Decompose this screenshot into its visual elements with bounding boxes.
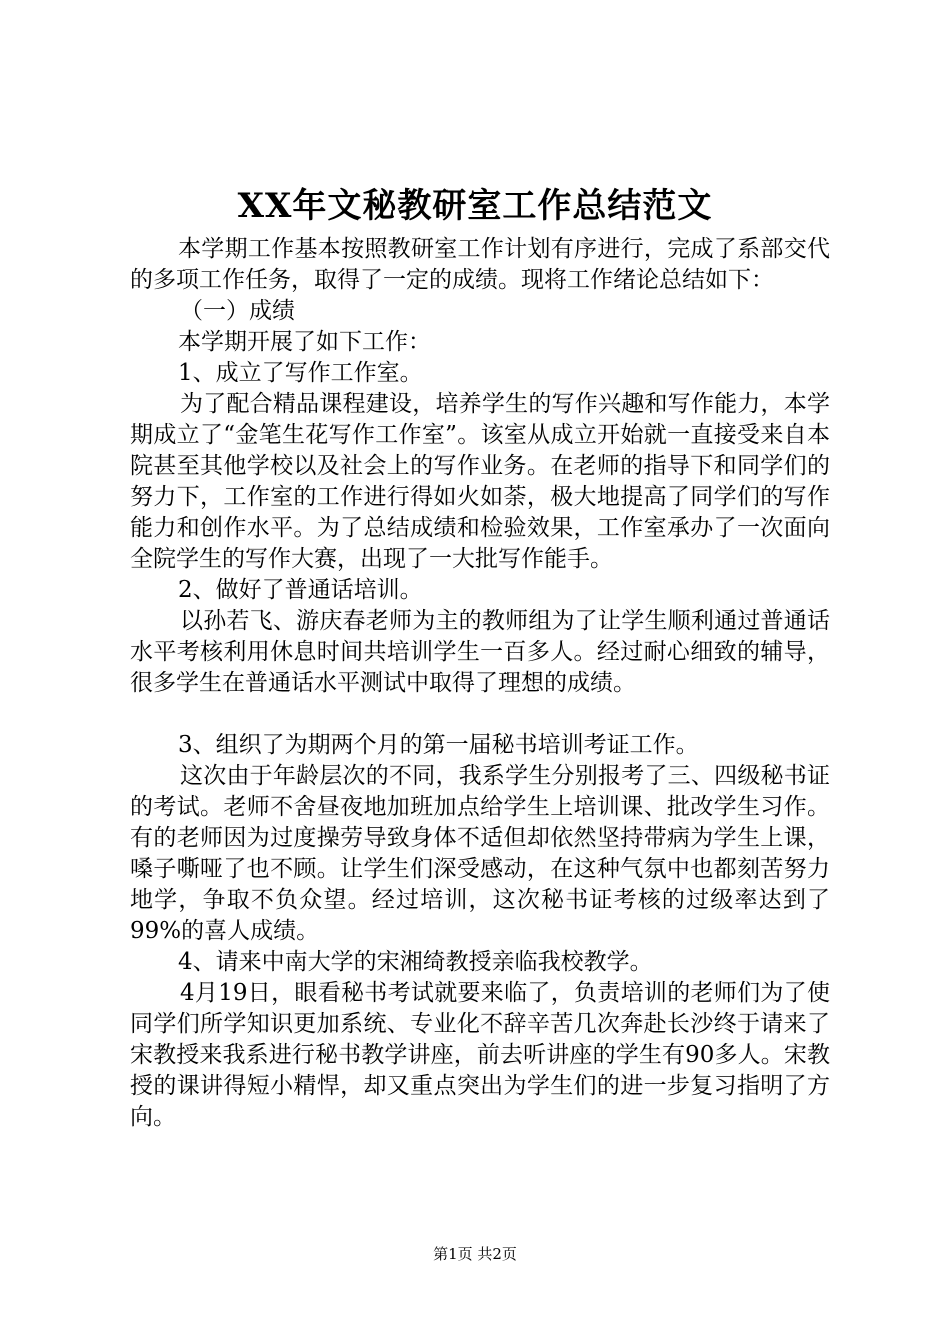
item-body-2: 以孙若飞、游庆春老师为主的教师组为了让学生顺利通过普通话水平考核利用休息时间共培训学生一百多人。经过耐心细致的辅导，很多学生在普通话水平测试中取得了理想的成绩。: [130, 608, 830, 696]
intro-paragraph: 本学期工作基本按照教研室工作计划有序进行，完成了系部交代的多项工作任务，取得了一定的成绩。现将工作绪论总结如下：: [130, 236, 830, 293]
paragraph-gap: [130, 699, 830, 730]
item-heading-2: 2、做好了普通话培训。: [178, 577, 423, 603]
section-heading-achievements: （一）成绩: [180, 298, 295, 324]
item-body-3: 这次由于年龄层次的不同，我系学生分别报考了三、四级秘书证的考试。老师不舍昼夜地加班加点给学生上培训课、批改学生习作。有的老师因为过度操劳导致身体不适但却依然坚持带病为学生上课，嗓子嘶哑了也不顾。让学生们深受感动，在这种气氛中也都刻苦努力地学，争取不负众望。经过培训，这次秘书证考核的过级率达到了99%的喜人成绩。: [130, 763, 830, 944]
document-title: XX年文秘教研室工作总结范文: [237, 186, 713, 226]
item-body-1: 为了配合精品课程建设，培养学生的写作兴趣和写作能力，本学期成立了“金笔生花写作工作室”。该室从成立开始就一直接受来自本院甚至其他学校以及社会上的写作业务。在老师的指导下和同学们的努力下，工作室的工作进行得如火如荼，极大地提高了同学们的写作能力和创作水平。为了总结成绩和检验效果，工作室承办了一次面向全院学生的写作大赛，出现了一大批写作能手。: [130, 391, 830, 572]
work-list-intro: 本学期开展了如下工作：: [178, 329, 431, 355]
page-number-footer: 第1页 共2页: [433, 1245, 517, 1263]
item-heading-3: 3、组织了为期两个月的第一届秘书培训考证工作。: [178, 732, 699, 758]
item-body-4: 4月19日，眼看秘书考试就要来临了，负责培训的老师们为了使同学们所学知识更加系统、专业化不辞辛苦几次奔赴长沙终于请来了宋教授来我系进行秘书教学讲座，前去听讲座的学生有90多人。宋教授的课讲得短小精悍，却又重点突出为学生们的进一步复习指明了方向。: [130, 980, 830, 1130]
document-body: [130, 234, 830, 1133]
item-heading-1: 1、成立了写作工作室。: [178, 360, 423, 386]
item-heading-4: 4、请来中南大学的宋湘绮教授亲临我校教学。: [178, 949, 653, 975]
